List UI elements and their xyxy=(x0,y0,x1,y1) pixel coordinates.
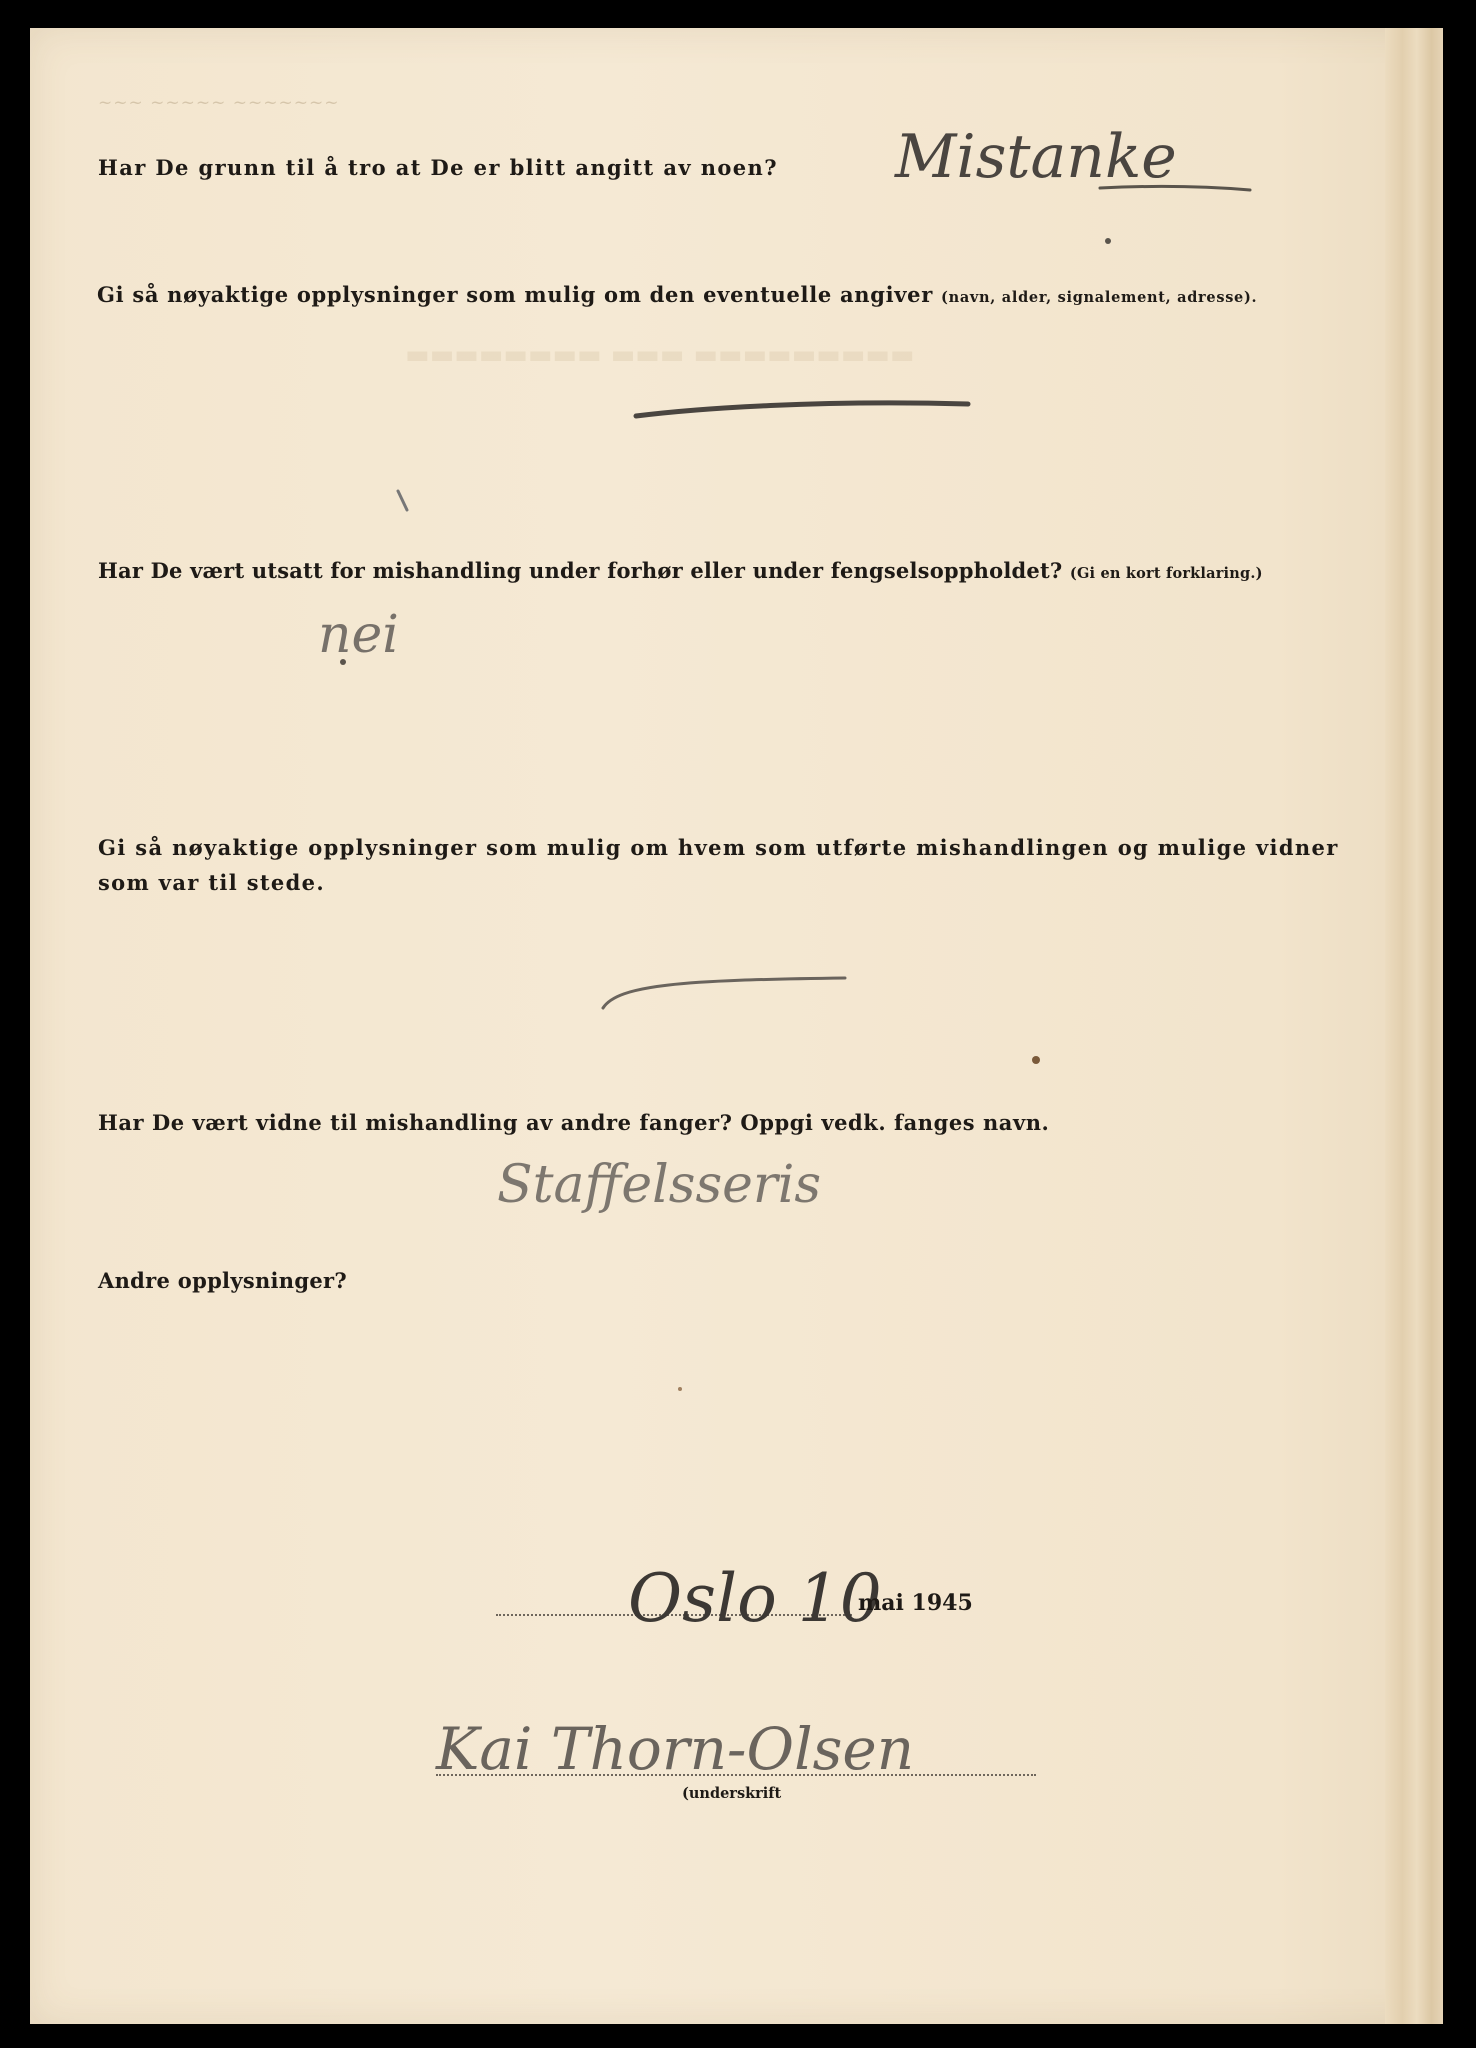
date-suffix: mai 1945 xyxy=(858,1590,973,1616)
signature-label: (underskrift xyxy=(682,1785,782,1802)
question-mistreatment-text: Har De vært utsatt for mishandling under forhør eller under fengselsoppholdet? xyxy=(98,558,1063,583)
handwritten-answer-mistreatment: nei xyxy=(318,605,399,665)
question-informant-text: Gi så nøyaktige opplysninger som mulig om den eventuelle angiver xyxy=(97,282,934,307)
question-mistreatment-note: (Gi en kort forklaring.) xyxy=(1069,565,1263,582)
question-witness-text: Har De vært vidne til mishandling av andre fanger? Oppgi vedk. fanges navn. xyxy=(98,1110,1050,1135)
question-other-info xyxy=(98,1263,347,1298)
question-perpetrators-text: Gi så nøyaktige opplysninger som mulig om hvem som utførte mishandlingen og mulige vidner som var til stede. xyxy=(98,835,1339,895)
handwritten-place-date: Oslo 10 xyxy=(628,1560,882,1637)
faded-header-bleed: ~~~ ~~~~~ ~~~~~~~ xyxy=(98,93,340,113)
question-mistreatment xyxy=(98,553,1263,591)
question-other-info-text: Andre opplysninger? xyxy=(98,1268,347,1293)
bleed-through-text: ▬▬▬▬▬▬▬▬ ▬▬▬ ▬▬▬▬▬▬▬▬▬ xyxy=(405,340,915,370)
question-denounced xyxy=(98,150,778,185)
question-denounced-text: Har De grunn til å tro at De er blitt angitt av noen? xyxy=(98,155,778,180)
handwritten-signature: Kai Thorn-Olsen xyxy=(436,1715,915,1783)
handwritten-answer-suspicion: Mistanke xyxy=(895,122,1177,192)
question-informant-note: (navn, alder, signalement, adresse). xyxy=(941,289,1258,306)
question-perpetrators xyxy=(98,830,1348,900)
question-informant-details xyxy=(97,277,1257,315)
handwritten-answer-witness: Staffelsseris xyxy=(497,1155,822,1215)
question-witness xyxy=(98,1105,1049,1140)
